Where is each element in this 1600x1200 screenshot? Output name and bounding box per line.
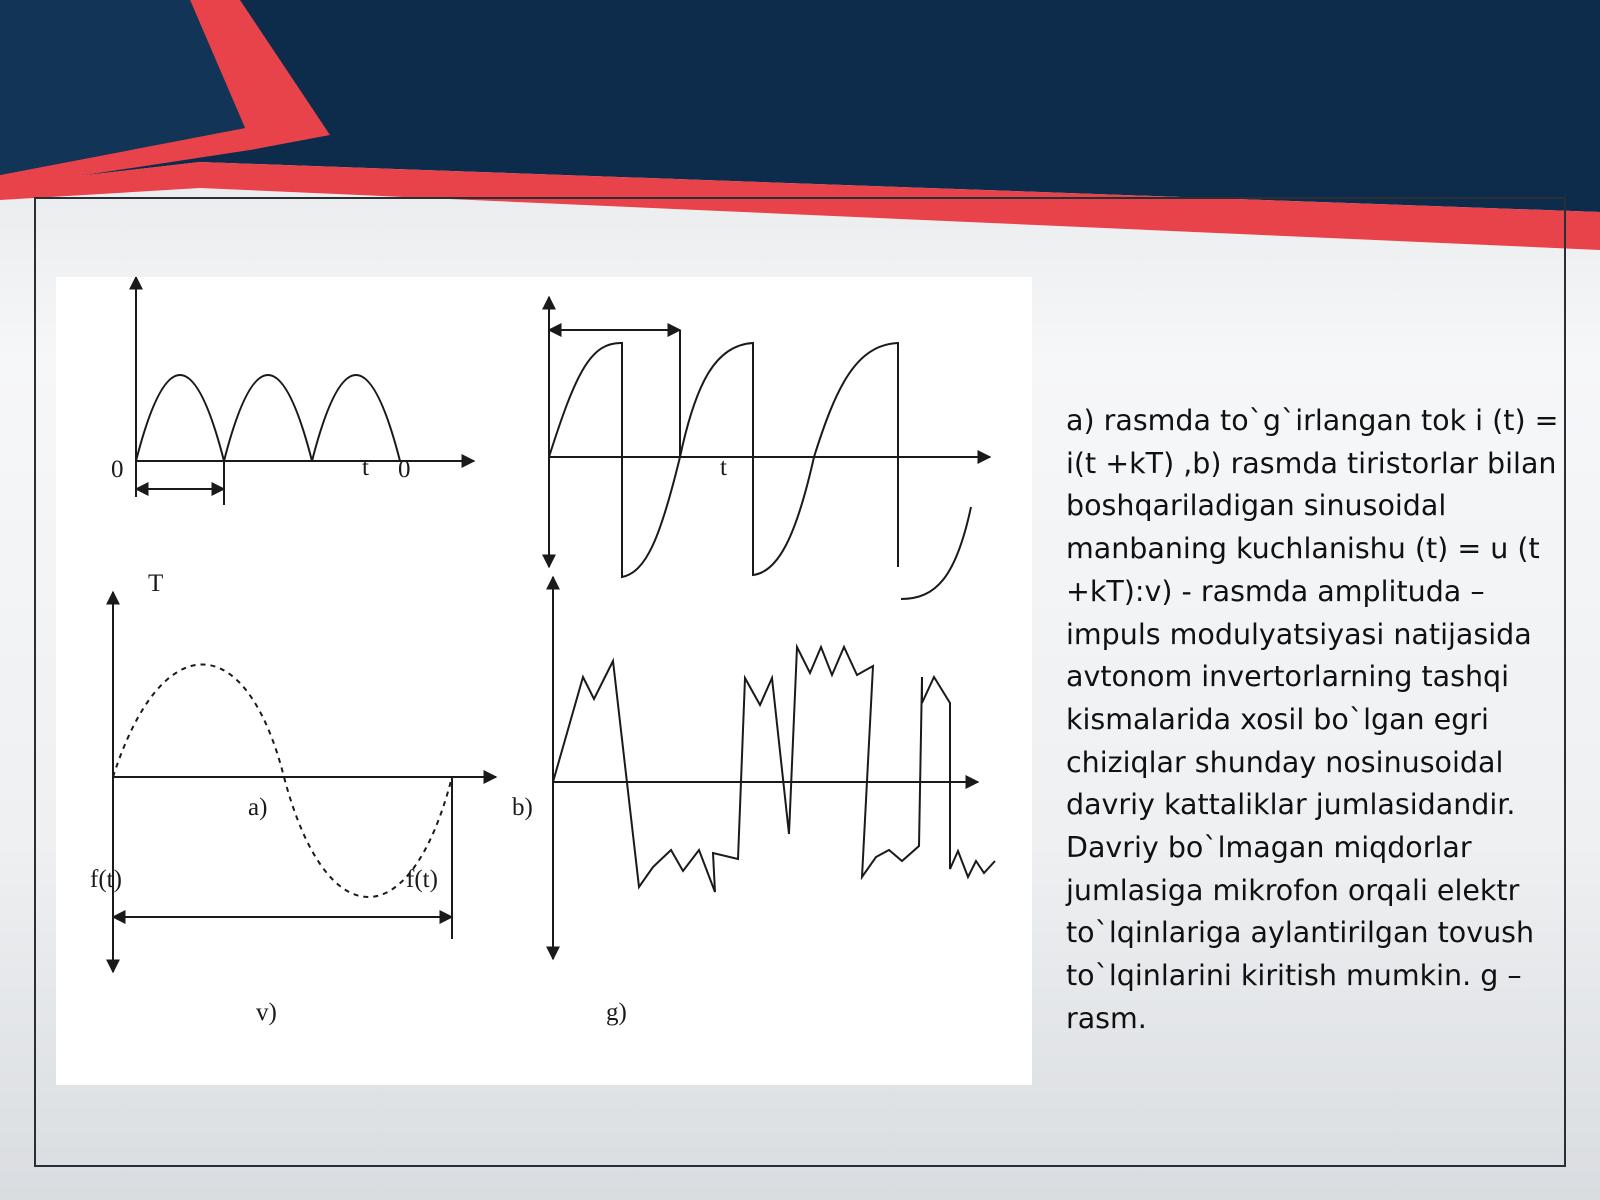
panel-a-origin-label: 0 bbox=[111, 456, 124, 483]
panel-v-ft-left-label: f(t) bbox=[90, 866, 122, 893]
panel-g-nonperiodic-signal bbox=[553, 577, 995, 959]
panel-b-wave-segment-3 bbox=[814, 343, 898, 567]
panel-g-signal-trace bbox=[553, 647, 995, 892]
panel-b-thyristor-voltage bbox=[549, 297, 990, 599]
panel-g-caption: g) bbox=[606, 999, 627, 1026]
description-text: a) rasmda to`g`irlangan tok i (t) = i(t +kT) ,b) rasmda tiristorlar bilan boshqariladigan sinusoidal manbaning kuchlanishu (t) = u (t +kT):v) - rasmda amplituda – impuls modulyatsiyasi natijasida avtonom invertorlarning tashqi kismalarida xosil bo`lgan egri chiziqlar shunday nosinusoidal davriy kattaliklar jumlasidandir. Davriy bo`lmagan miqdorlar jumlasiga mikrofon orqali elektr to`lqinlariga aylantirilgan tovush to`lqinlarini kiritish mumkin. g – rasm. bbox=[1066, 404, 1559, 1035]
panel-v-sine-waveform bbox=[113, 592, 496, 972]
panel-a-end-zero-label: 0 bbox=[398, 456, 411, 483]
panel-v-dashed-sine bbox=[113, 665, 452, 898]
panel-a-rectified-wave bbox=[136, 375, 400, 461]
panel-b-caption: b) bbox=[512, 794, 533, 821]
panel-v-caption: v) bbox=[256, 999, 277, 1026]
waveform-figure-svg bbox=[56, 277, 1032, 1085]
panel-b-wave-tail bbox=[901, 507, 971, 599]
panel-v-T-label: T bbox=[148, 570, 164, 597]
panel-a-rectified-current bbox=[136, 277, 474, 505]
panel-b-wave-segment-1 bbox=[549, 343, 680, 577]
waveform-figure bbox=[56, 277, 1032, 1085]
panel-b-wave-segment-2 bbox=[680, 343, 814, 575]
panel-v-ft-right-label: f(t) bbox=[406, 866, 438, 893]
panel-a-caption: a) bbox=[248, 794, 268, 821]
panel-b-t-label: t bbox=[720, 454, 727, 481]
panel-a-t-label: t bbox=[362, 454, 369, 481]
